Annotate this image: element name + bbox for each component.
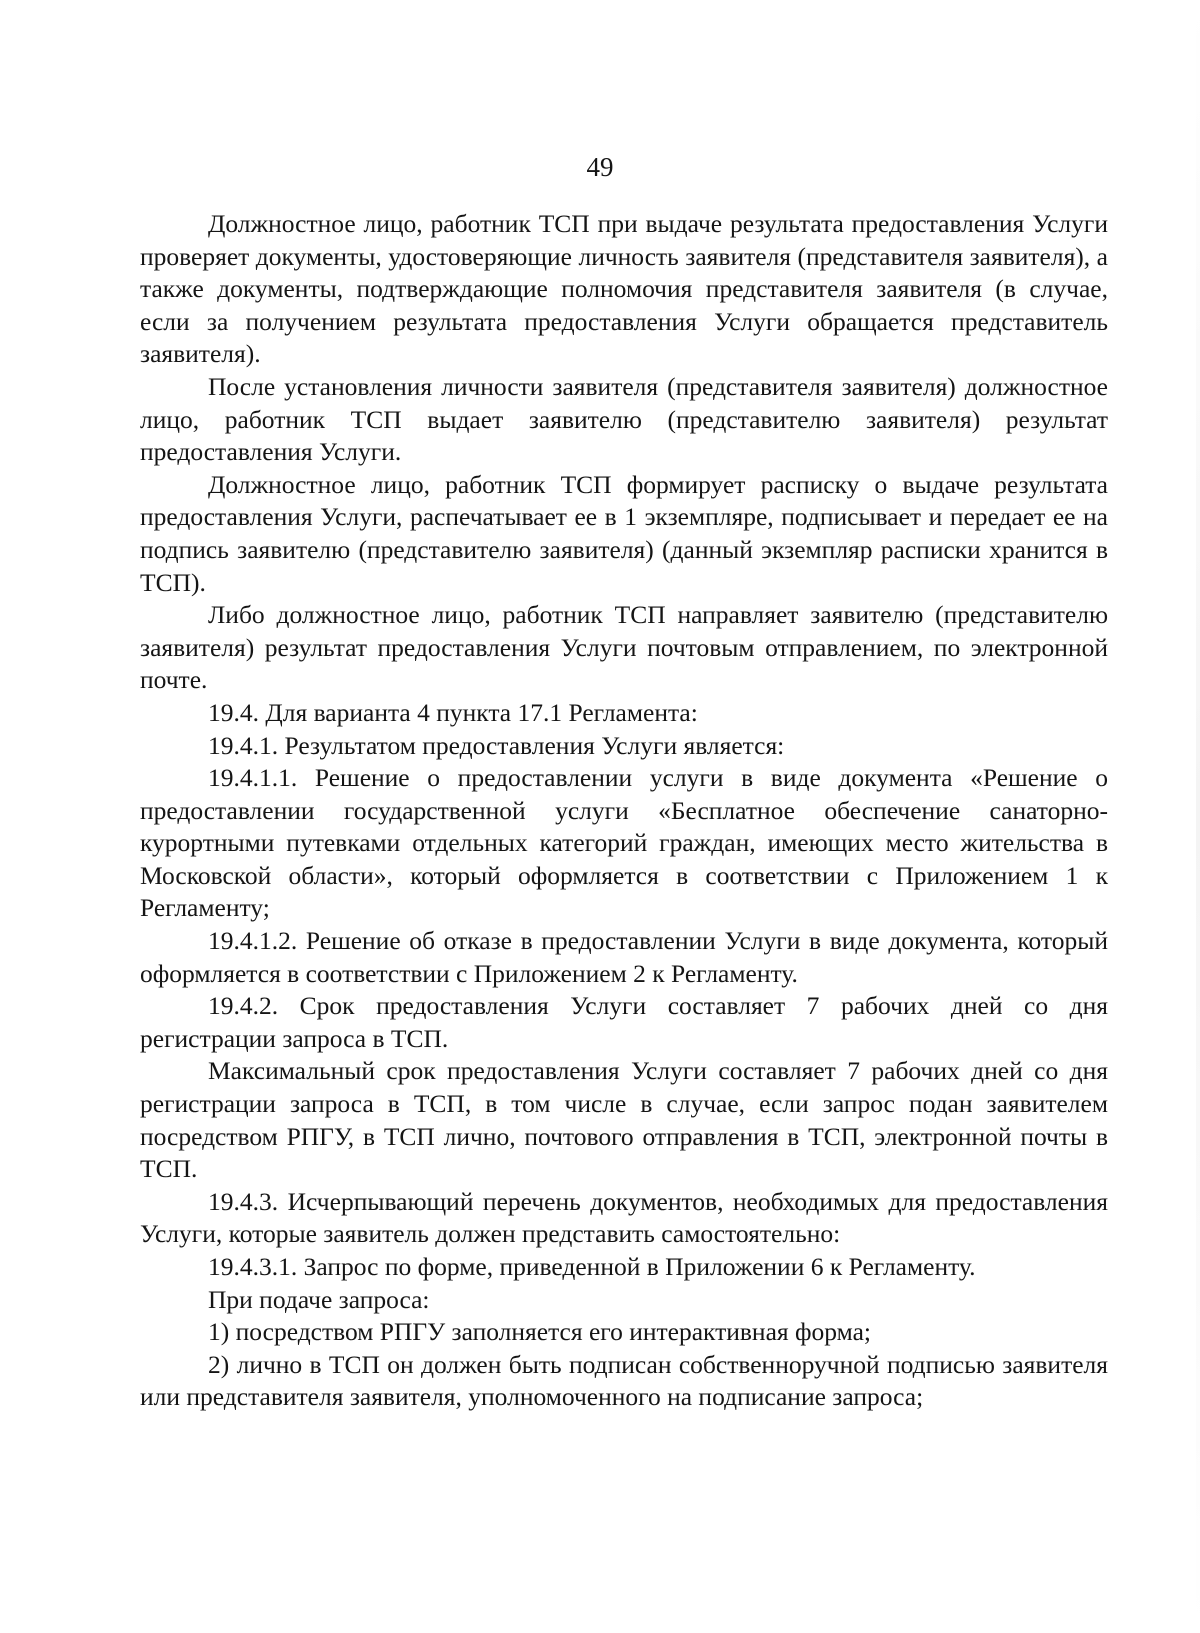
scan-edge-shadow — [1196, 0, 1200, 1633]
paragraph: 19.4.1.1. Решение о предоставлении услуги в виде документа «Решение о предоставлении государственной услуги «Бесплатное обеспечение санаторно-курортными путевками отдельных категорий граждан, имеющих место жительства в Московской области», который оформляется в соответствии с Приложением 1 к Регламенту; — [140, 763, 1108, 923]
paragraph: Должностное лицо, работник ТСП формирует расписку о выдаче результата предоставления Услуги, распечатывает ее в 1 экземпляре, подписывает и передает ее на подпись заявителю (представителю заявителя) (данный экземпляр расписки хранится в ТСП). — [140, 469, 1108, 597]
paragraph: Должностное лицо, работник ТСП при выдаче результата предоставления Услуги проверяет документы, удостоверяющие личность заявителя (представителя заявителя), а также документы, подтверждающие полномочия представителя заявителя (в случае, если за получением результата предоставления Услуги обращается представитель заявителя). — [140, 209, 1108, 369]
paragraph: При подаче запроса: — [208, 1284, 430, 1314]
paragraph: Максимальный срок предоставления Услуги составляет 7 рабочих дней со дня регистрации запроса в ТСП, в том числе в случае, если запрос подан заявителем посредством РПГУ, в ТСП лично, почтового отправления в ТСП, электронной почты в ТСП. — [140, 1056, 1108, 1184]
paragraph: 19.4. Для варианта 4 пункта 17.1 Регламента: — [208, 697, 698, 727]
paragraph: 19.4.3. Исчерпывающий перечень документов, необходимых для предоставления Услуги, которые заявитель должен представить самостоятельно: — [140, 1186, 1108, 1249]
paragraph: После установления личности заявителя (представителя заявителя) должностное лицо, работник ТСП выдает заявителю (представителю заявителя) результат предоставления Услуги. — [140, 371, 1108, 467]
paragraph: 1) посредством РПГУ заполняется его интерактивная форма; — [208, 1317, 871, 1347]
paragraph: 2) лично в ТСП он должен быть подписан собственноручной подписью заявителя или представителя заявителя, уполномоченного на подписание запроса; — [140, 1349, 1108, 1412]
paragraph: 19.4.3.1. Запрос по форме, приведенной в Приложении 6 к Регламенту. — [208, 1252, 976, 1281]
paragraph: 19.4.1.2. Решение об отказе в предоставлении Услуги в виде документа, который оформляется в соответствии с Приложением 2 к Регламенту. — [140, 926, 1108, 988]
paragraph: Либо должностное лицо, работник ТСП направляет заявителю (представителю заявителя) результат предоставления Услуги почтовым отправлением, по электронной почте. — [140, 600, 1108, 695]
paragraph: 19.4.2. Срок предоставления Услуги составляет 7 рабочих дней со дня регистрации запроса в ТСП. — [140, 991, 1108, 1053]
document-body — [140, 208, 1108, 1414]
page-number: 49 — [586, 152, 614, 182]
paragraph: 19.4.1. Результатом предоставления Услуги является: — [208, 730, 785, 760]
